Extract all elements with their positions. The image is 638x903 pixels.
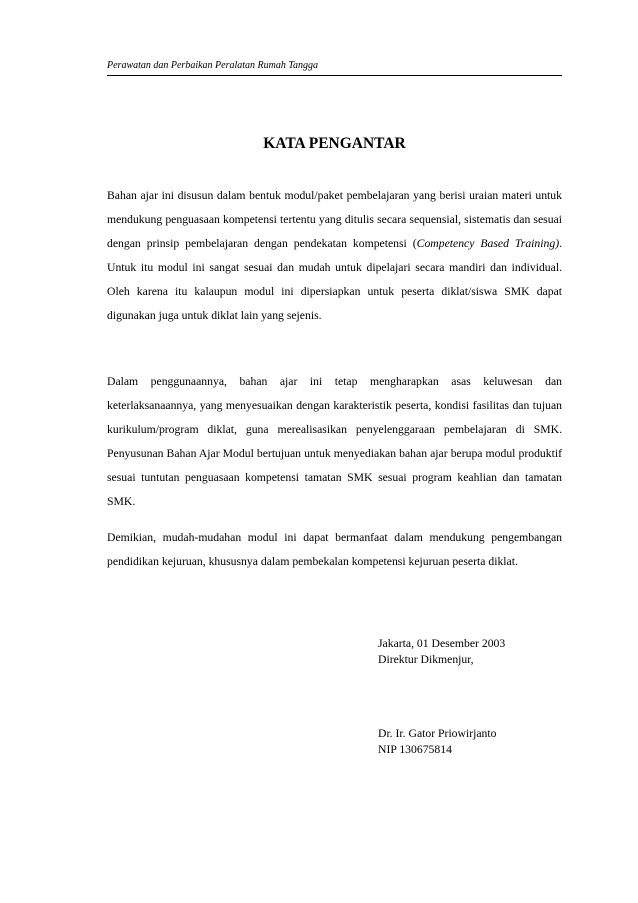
signature-name: Dr. Ir. Gator Priowirjanto [378,727,497,740]
signature-nip: NIP 130675814 [378,743,452,756]
paragraph-intro [107,184,562,329]
signature-position: Direktur Dikmenjur, [378,653,474,666]
page-title: KATA PENGANTAR [263,135,406,152]
paragraph-intro-text-1: Bahan ajar ini disusun dalam bentuk modul/paket pembelajaran yang berisi uraian materi untuk mendukung penguasaan kompetensi tertentu yang ditulis secara sequensial, sistematis dan sesuai dengan prinsip pembelajaran dengan pendekatan kompetensi ( [107,189,562,251]
signature-place-date: Jakarta, 01 Desember 2003 [378,637,506,650]
running-header: Perawatan dan Perbaikan Peralatan Rumah Tangga [107,60,319,71]
paragraph-intro-text-2: . Untuk itu modul ini sangat sesuai dan mudah untuk dipelajari secara mandiri dan individual. Oleh karena itu kalaupun modul ini dipersiapkan untuk peserta diklat/siswa SMK dapat digunakan juga untuk diklat lain yang sejenis. [107,237,563,323]
header-divider [107,75,562,76]
paragraph-usage: Dalam penggunaannya, bahan ajar ini tetap mengharapkan asas keluwesan dan keterlaksanaannya, yang menyesuaikan dengan karakteristik peserta, kondisi fasilitas dan tujuan kurikulum/program diklat, guna merealisasikan penyelenggaraan pembelajaran di SMK. Penyusunan Bahan Ajar Modul bertujuan untuk menyediakan bahan ajar berupa modul produktif sesuai tuntutan penguasaan kompetensi tamatan SMK sesuai program keahlian dan tamatan SMK. [107,375,562,509]
paragraph-closing: Demikian, mudah-mudahan modul ini dapat bermanfaat dalam mendukung pengembangan pendidikan kejuruan, khususnya dalam pembekalan kompetensi kejuruan peserta diklat. [107,531,562,569]
paragraph-intro-italic-term: Competency Based Training) [416,237,560,251]
